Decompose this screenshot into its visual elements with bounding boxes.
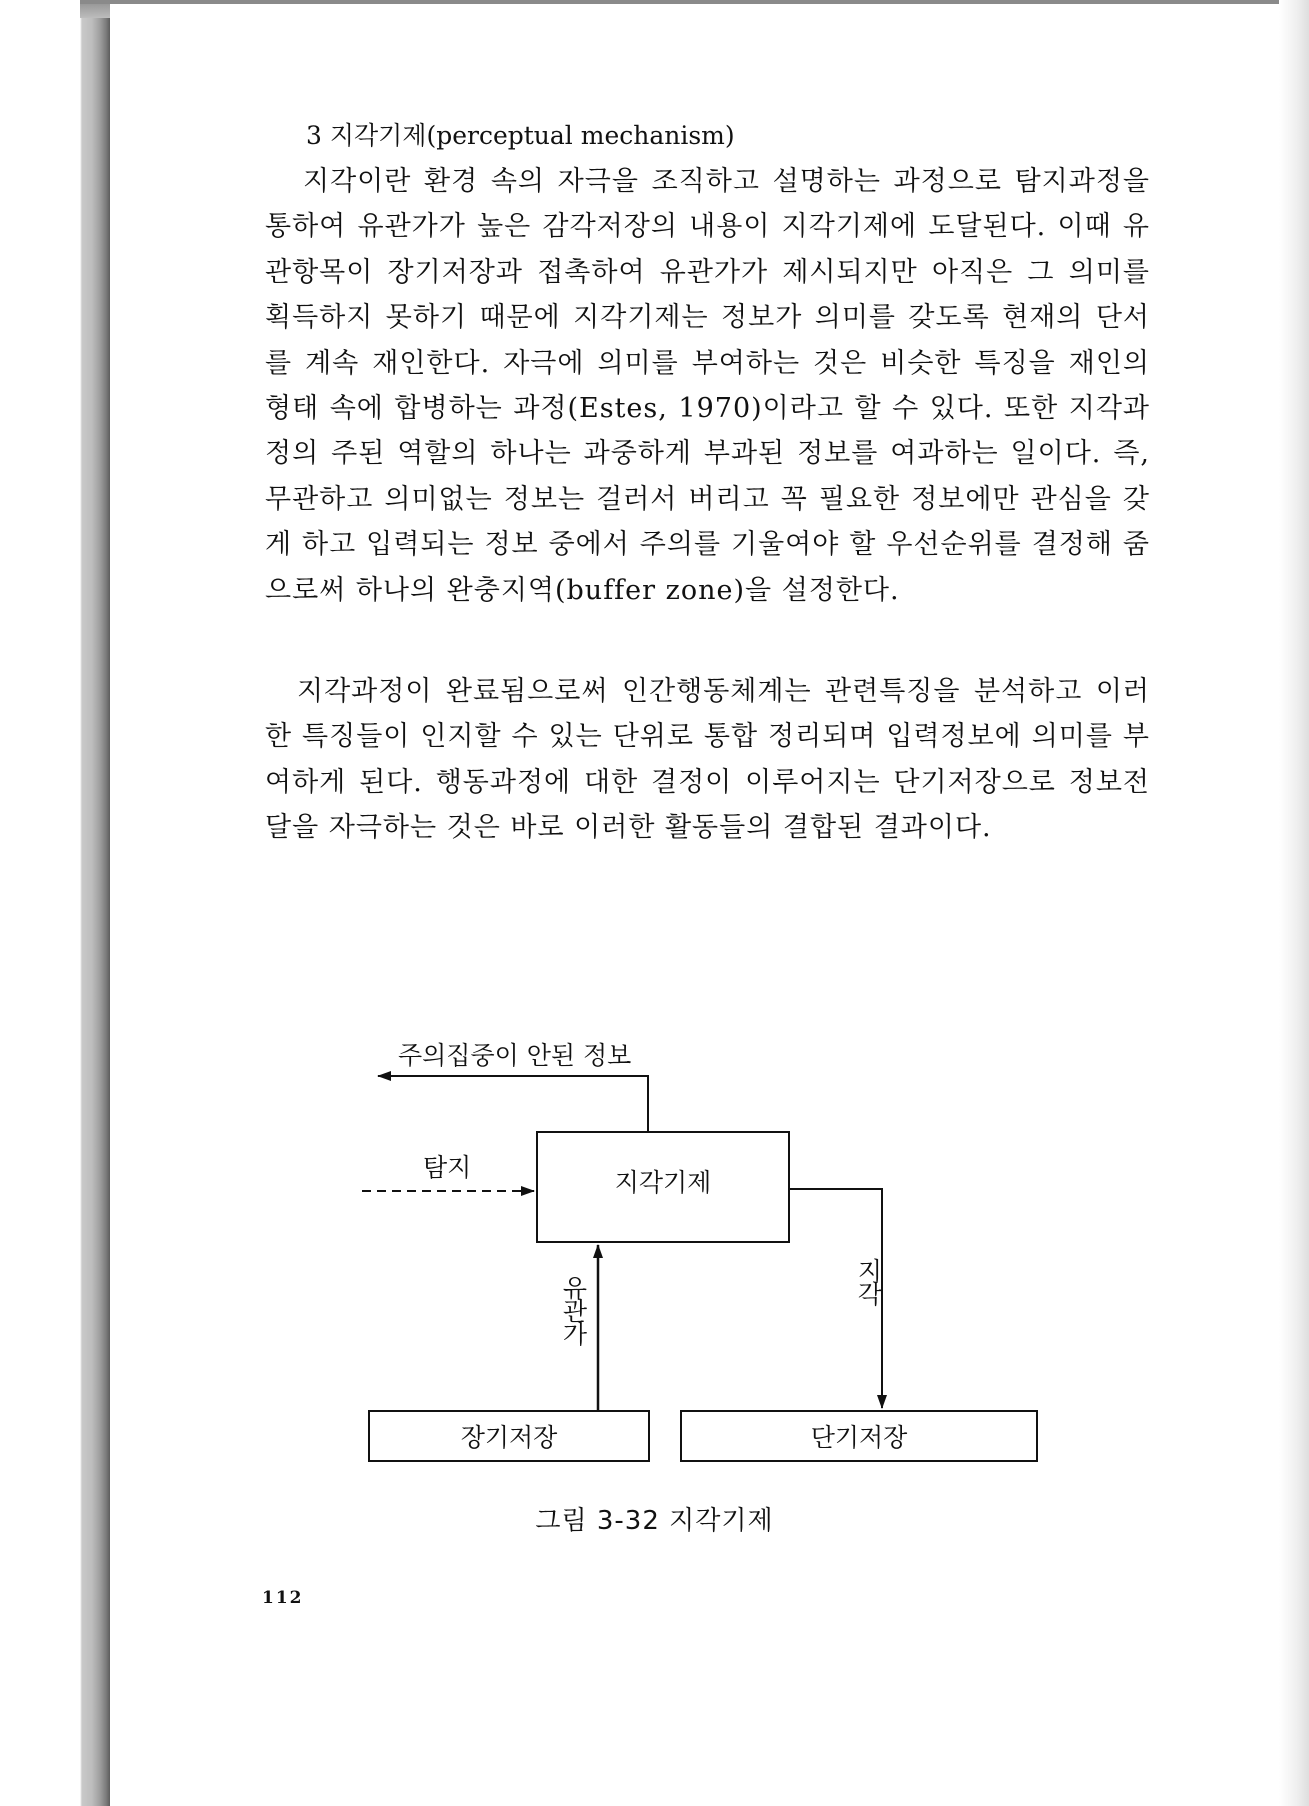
long-term-memory-box-label: 장기저장 bbox=[460, 1423, 558, 1452]
unattended-info-label: 주의집중이 안된 정보 bbox=[398, 1041, 632, 1070]
detection-label: 탐지 bbox=[423, 1153, 472, 1182]
short-term-memory-box-label: 단기저장 bbox=[810, 1423, 908, 1452]
perceptual-mechanism-box bbox=[536, 1131, 790, 1243]
figure-caption: 그림 3-32 지각기제 bbox=[535, 1506, 774, 1536]
unattended-arrow bbox=[378, 1076, 648, 1131]
diagram-connectors bbox=[300, 1010, 1080, 1570]
page-number: 112 bbox=[262, 1588, 304, 1608]
paragraph-2: 지각과정이 완료됨으로써 인간행동체계는 관련특징을 분석하고 이러한 특징들이 인지할 수 있는 단위로 통합 정리되며 입력정보에 의미를 부여하게 된다. 행동과정에 대한 결정이 이루어지는 단기저장으로 정보전달을 자극하는 것은 바로 이러한 활동들의 결합된 결과이다. bbox=[265, 676, 1150, 844]
paragraph-1: 지각이란 환경 속의 자극을 조직하고 설명하는 과정으로 탐지과정을 통하여 유관가가 높은 감각저장의 내용이 지각기제에 도달된다. 이때 유관항목이 장기저장과 접촉하여 유관가가 제시되지만 아직은 그 의미를 획득하지 못하기 때문에 지각기제는 정보가 의미를 갖도록 현재의 단서를 계속 재인한다. 자극에 의미를 부여하는 것은 비슷한 특징을 재인의 형태 속에 합병하는 과정(Estes, 1970)이라고 할 수 있다. 또한 지각과정의 주된 역할의 하나는 과중하게 부과된 정보를 여과하는 일이다. 즉, 무관하고 의미없는 정보는 걸러서 버리고 꼭 필요한 정보에만 관심을 갖게 하고 입력되는 정보 중에서 주의를 기울여야 할 우선순위를 결정해 줌으로써 하나의 완충지역(buffer zone)을 설정한다. bbox=[265, 166, 1150, 606]
perceptual-mechanism-diagram bbox=[300, 1010, 1080, 1570]
long-term-memory-box bbox=[368, 1410, 650, 1462]
perceptual-mechanism-box-label: 지각기제 bbox=[614, 1168, 712, 1197]
short-term-memory-box bbox=[680, 1410, 1038, 1462]
perception-label: 지각 bbox=[854, 1258, 883, 1304]
section-heading: 3 지각기제(perceptual mechanism) bbox=[306, 121, 735, 150]
relevance-label: 유관가 bbox=[559, 1275, 588, 1344]
